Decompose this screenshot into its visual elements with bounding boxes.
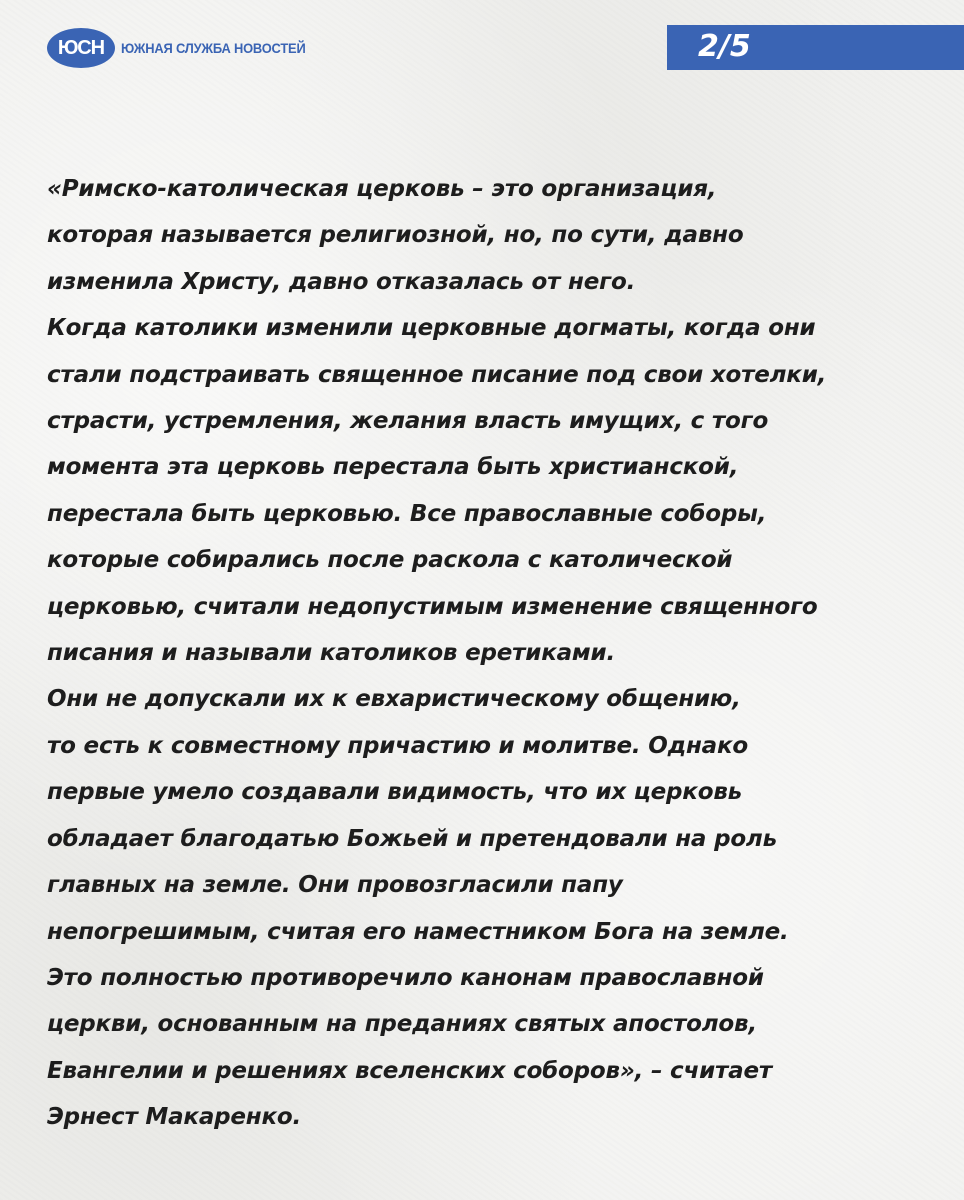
quote-line: обладает благодатью Божьей и претендовали на роль: [47, 825, 777, 852]
quote-line: Когда католики изменили церковные догматы, когда они: [47, 315, 816, 342]
page-number: 2/5: [698, 29, 751, 64]
quote-line: первые умело создавали видимость, что их церковь: [47, 779, 743, 806]
quote-line: которые собирались после раскола с католической: [47, 547, 733, 574]
quote-text: [47, 166, 947, 1141]
quote-line: стали подстраивать священное писание под свои хотелки,: [47, 361, 827, 388]
quote-line: Это полностью противоречило канонам православной: [47, 964, 764, 991]
quote-line: страсти, устремления, желания власть имущих, с того: [47, 408, 769, 435]
logo-badge: [47, 28, 115, 68]
quote-line: писания и называли католиков еретиками.: [47, 640, 615, 667]
quote-line: «Римско-католическая церковь – это организация,: [47, 176, 717, 202]
quote-line: Они не допускали их к евхаристическому общению,: [47, 686, 741, 713]
logo-name: ЮЖНАЯ СЛУЖБА НОВОСТЕЙ: [121, 40, 306, 56]
page-indicator: [667, 25, 964, 70]
quote-line: момента эта церковь перестала быть христианской,: [47, 454, 739, 481]
quote-line: церкви, основанным на преданиях святых апостолов,: [47, 1011, 757, 1038]
brand-logo: [47, 28, 322, 68]
quote-line: Эрнест Макаренко.: [47, 1104, 302, 1131]
quote-line: которая называется религиозной, но, по сути, давно: [47, 222, 744, 249]
quote-line: Евангелии и решениях вселенских соборов», – считает: [47, 1057, 772, 1084]
quote-line: церковью, считали недопустимым изменение священного: [47, 593, 818, 620]
quote-line: изменила Христу, давно отказалась от него.: [47, 268, 636, 295]
quote-line: главных на земле. Они провозгласили папу: [47, 872, 623, 899]
logo-abbreviation: ЮСН: [57, 36, 105, 59]
quote-line: перестала быть церковью. Все православные соборы,: [47, 500, 767, 527]
quote-line: то есть к совместному причастию и молитве. Однако: [47, 732, 749, 759]
quote-line: непогрешимым, считая его наместником Бога на земле.: [47, 918, 789, 945]
